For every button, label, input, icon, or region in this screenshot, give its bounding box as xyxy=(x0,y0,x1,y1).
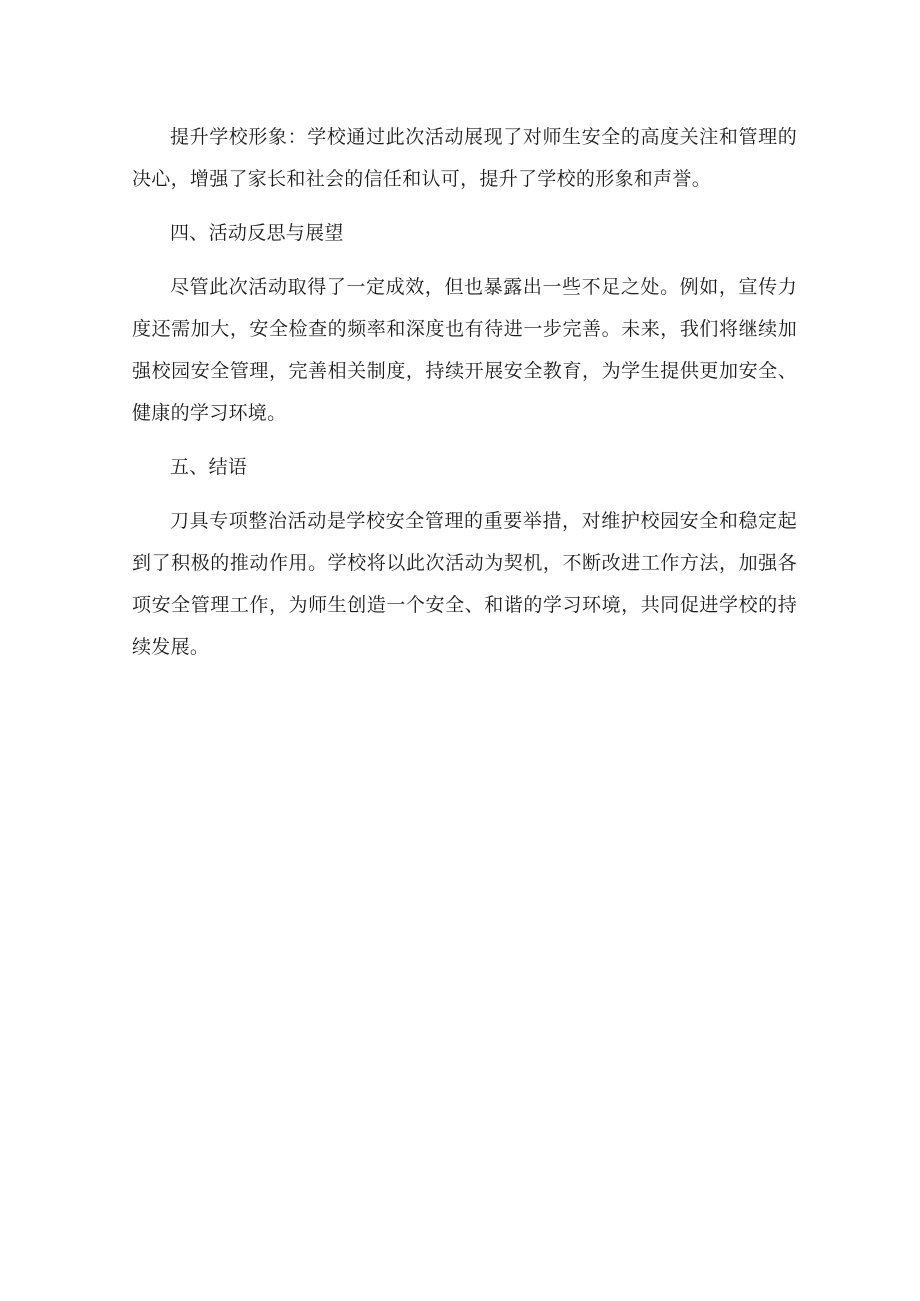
paragraph-conclusion: 刀具专项整治活动是学校安全管理的重要举措，对维护校园安全和稳定起到了积极的推动作用。学校将以此次活动为契机，不断改进工作方法，加强各项安全管理工作，为师生创造一个安全、和谐的学习环境，共同促进学校的持续发展。 xyxy=(132,510,797,658)
section-heading-reflection: 四、活动反思与展望 xyxy=(170,222,344,244)
paragraph-school-image: 提升学校形象：学校通过此次活动展现了对师生安全的高度关注和管理的决心，增强了家长和社会的信任和认可，提升了学校的形象和声誉。 xyxy=(132,126,797,190)
paragraph-reflection: 尽管此次活动取得了一定成效，但也暴露出一些不足之处。例如，宣传力度还需加大，安全检查的频率和深度也有待进一步完善。未来，我们将继续加强校园安全管理，完善相关制度，持续开展安全教育，为学生提供更加安全、健康的学习环境。 xyxy=(132,276,797,424)
section-heading-conclusion: 五、结语 xyxy=(170,456,248,478)
document-body xyxy=(132,116,797,668)
